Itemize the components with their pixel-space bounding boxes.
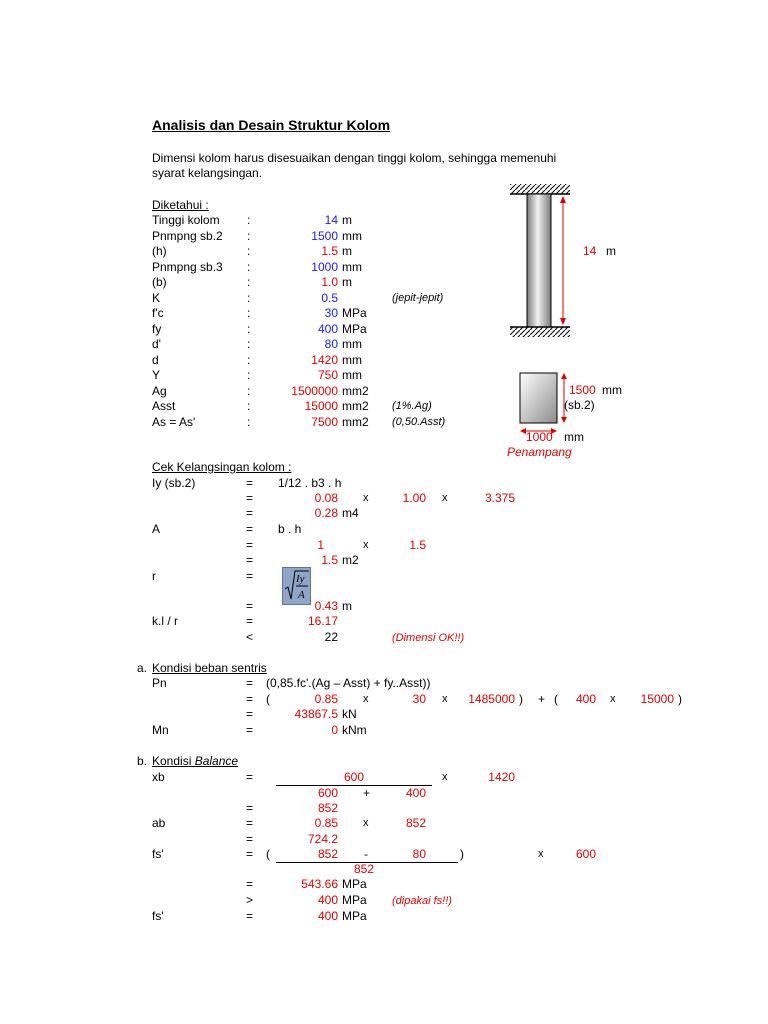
paren-close: ) xyxy=(678,692,682,706)
eq: = xyxy=(246,723,254,737)
times: x xyxy=(363,492,369,504)
minus: - xyxy=(364,847,368,861)
eq: = xyxy=(246,832,254,846)
eq: = xyxy=(246,801,254,815)
fs-v1: 852 xyxy=(317,847,338,861)
klr-note: (Dimensi OK!!) xyxy=(392,632,465,644)
given-unit: mm xyxy=(342,229,362,243)
eq: = xyxy=(246,506,254,520)
given-unit: m xyxy=(342,275,352,289)
given-sep: : xyxy=(247,260,251,274)
fs-den: 852 xyxy=(353,862,374,876)
times: x xyxy=(442,693,448,705)
given-note: (1%.Ag) xyxy=(392,400,432,412)
fs-unit: MPa xyxy=(342,877,367,891)
given-sep: : xyxy=(247,322,251,336)
eq: = xyxy=(246,770,254,784)
given-unit: mm xyxy=(342,260,362,274)
given-value: 0.5 xyxy=(321,291,338,305)
eq: = xyxy=(246,909,254,923)
eq: = xyxy=(246,553,254,567)
fs2-value: 400 xyxy=(317,909,338,923)
ab-v2: 852 xyxy=(405,816,426,830)
times: x xyxy=(363,539,369,551)
top-support xyxy=(510,184,570,194)
eq: = xyxy=(246,877,254,891)
sec-a-header: Kondisi beban sentris xyxy=(152,661,267,675)
given-label: Y xyxy=(152,368,161,382)
given-value: 80 xyxy=(324,337,338,351)
given-label: (h) xyxy=(152,244,167,258)
fs-label: fs' xyxy=(152,847,164,861)
given-sep: : xyxy=(247,229,251,243)
given-sep: : xyxy=(247,415,251,429)
fs2-label: fs' xyxy=(152,909,164,923)
eq: = xyxy=(246,847,254,861)
iy-unit: m4 xyxy=(342,506,359,520)
given-sep: : xyxy=(247,384,251,398)
eq: = xyxy=(246,816,254,830)
column-diagram xyxy=(500,180,660,460)
given-label: As = As' xyxy=(152,415,196,429)
given-value: 14 xyxy=(324,213,338,227)
fs2-unit: MPa xyxy=(342,909,367,923)
pn-v3: 1485000 xyxy=(468,692,515,706)
iy-v3: 3.375 xyxy=(484,491,515,505)
a-formula: b . h xyxy=(278,522,302,536)
pn-v5: 15000 xyxy=(640,692,674,706)
given-unit: mm xyxy=(342,368,362,382)
pn-v1: 0.85 xyxy=(314,692,338,706)
r-label: r xyxy=(152,569,156,583)
paren-open: ( xyxy=(554,692,558,706)
eq: = xyxy=(246,676,254,690)
pn-result: 43867.5 xyxy=(294,707,338,721)
slenderness-header: Cek Kelangsingan kolom : xyxy=(152,460,292,474)
given-unit: mm xyxy=(342,353,362,367)
eq: = xyxy=(246,538,254,552)
given-value: 1500000 xyxy=(291,384,338,398)
given-value: 750 xyxy=(317,368,338,382)
given-label: fy xyxy=(152,322,162,336)
given-value: 30 xyxy=(324,306,338,320)
xb-num: 600 xyxy=(343,770,364,784)
pn-v2: 30 xyxy=(412,692,426,706)
ab-result: 724.2 xyxy=(307,832,338,846)
xb-den2: 400 xyxy=(405,786,426,800)
a-label: A xyxy=(152,522,161,536)
a-v2: 1.5 xyxy=(409,538,426,552)
a-v1: 1 xyxy=(317,538,324,552)
eq: = xyxy=(246,491,254,505)
mn-value: 0 xyxy=(331,723,338,737)
pn-unit: kN xyxy=(342,707,357,721)
paren-close: ) xyxy=(519,692,523,706)
sqrt-num: Iy xyxy=(296,573,305,585)
given-value: 400 xyxy=(317,322,338,336)
fs-mult: 600 xyxy=(575,847,596,861)
given-value: 7500 xyxy=(311,415,338,429)
mn-label: Mn xyxy=(152,723,169,737)
section-b-value: 1000 xyxy=(526,430,553,444)
xb-mult: 1420 xyxy=(488,770,515,784)
sec-a-marker: a. xyxy=(137,661,148,675)
iy-v2: 1.00 xyxy=(402,491,426,505)
mn-unit: kNm xyxy=(342,723,367,737)
given-note: (0,50.Asst) xyxy=(392,416,446,428)
height-value: 14 xyxy=(583,244,597,258)
given-label: Pnmpng sb.3 xyxy=(152,260,223,274)
section-h-unit: mm xyxy=(602,383,622,397)
given-value: 15000 xyxy=(304,399,338,413)
sec-b-header-em: Balance xyxy=(194,754,239,768)
given-unit: MPa xyxy=(342,322,367,336)
given-value: 1.0 xyxy=(321,275,338,289)
times: x xyxy=(538,848,544,860)
bottom-support xyxy=(510,327,570,337)
times: x xyxy=(442,492,448,504)
given-label: f'c xyxy=(152,306,164,320)
given-sep: : xyxy=(247,213,251,227)
eq: = xyxy=(246,707,254,721)
given-label: Pnmpng sb.2 xyxy=(152,229,223,243)
gt: > xyxy=(246,893,254,907)
intro-line-2: syarat kelangsingan. xyxy=(152,166,263,180)
fs-v2: 80 xyxy=(412,847,426,861)
sec-b-marker: b. xyxy=(137,754,148,768)
given-unit: m xyxy=(342,213,352,227)
xb-den1: 600 xyxy=(317,786,338,800)
iy-v1: 0.08 xyxy=(314,491,338,505)
section-b-unit: mm xyxy=(564,430,584,444)
given-unit: mm2 xyxy=(342,415,369,429)
given-label: K xyxy=(152,291,161,305)
eq: = xyxy=(246,476,254,490)
eq: = xyxy=(246,599,254,613)
xb-label: xb xyxy=(152,770,165,784)
lt: < xyxy=(246,630,254,644)
height-arrow xyxy=(560,196,566,325)
paren-open: ( xyxy=(266,847,270,861)
section-h-note: (sb.2) xyxy=(564,398,595,412)
column-body xyxy=(527,194,551,327)
a-unit: m2 xyxy=(342,553,359,567)
a-result: 1.5 xyxy=(321,553,338,567)
given-sep: : xyxy=(247,353,251,367)
given-label: d' xyxy=(152,337,161,351)
sqrt-den: A xyxy=(298,589,305,601)
given-header: Diketahui : xyxy=(152,198,209,212)
eq: = xyxy=(246,614,254,628)
given-label: Asst xyxy=(152,399,176,413)
given-value: 1420 xyxy=(311,353,338,367)
page-title: Analisis dan Desain Struktur Kolom xyxy=(152,117,391,133)
fs-cmp-unit: MPa xyxy=(342,893,367,907)
iy-label: Iy (sb.2) xyxy=(152,476,196,490)
times: x xyxy=(363,693,369,705)
given-unit: mm2 xyxy=(342,384,369,398)
klr-label: k.l / r xyxy=(152,614,178,628)
times: x xyxy=(442,771,448,783)
ab-v1: 0.85 xyxy=(314,816,338,830)
given-label: Ag xyxy=(152,384,167,398)
klr-limit: 22 xyxy=(324,630,338,644)
given-sep: : xyxy=(247,275,251,289)
intro-line-1: Dimensi kolom harus disesuaikan dengan tinggi kolom, sehingga memenuhi xyxy=(152,151,557,165)
r-result: 0.43 xyxy=(314,599,338,613)
paren-close: ) xyxy=(460,847,464,861)
given-sep: : xyxy=(247,306,251,320)
given-unit: m xyxy=(342,244,352,258)
given-sep: : xyxy=(247,291,251,305)
given-label: d xyxy=(152,353,159,367)
given-sep: : xyxy=(247,337,251,351)
iy-result: 0.28 xyxy=(314,506,338,520)
given-note: (jepit-jepit) xyxy=(392,292,444,304)
sec-b-header-pre: Kondisi xyxy=(152,754,195,768)
eq: = xyxy=(246,522,254,536)
given-value: 1000 xyxy=(311,260,338,274)
plus: + xyxy=(363,786,371,800)
xb-result: 852 xyxy=(317,801,338,815)
plus: + xyxy=(538,692,546,706)
given-sep: : xyxy=(247,368,251,382)
given-value: 1.5 xyxy=(321,244,338,258)
section-caption: Penampang xyxy=(507,445,572,459)
iy-formula: 1/12 . b3 . h xyxy=(278,476,342,490)
given-label: (b) xyxy=(152,275,167,289)
times: x xyxy=(363,817,369,829)
given-unit: mm xyxy=(342,337,362,351)
given-sep: : xyxy=(247,399,251,413)
section-rect xyxy=(520,373,557,423)
sec-b-header xyxy=(152,754,238,768)
pn-formula: (0,85.fc'.(Ag – Asst) + fy..Asst)) xyxy=(266,676,431,690)
paren-open: ( xyxy=(266,692,270,706)
r-unit: m xyxy=(342,599,352,613)
height-unit: m xyxy=(606,244,616,258)
fs-note: (dipakai fs!!) xyxy=(392,895,452,907)
given-unit: mm2 xyxy=(342,399,369,413)
given-unit: MPa xyxy=(342,306,367,320)
pn-label: Pn xyxy=(152,676,167,690)
times: x xyxy=(610,693,616,705)
fs-result: 543.66 xyxy=(301,877,338,891)
section-h-value: 1500 xyxy=(569,383,596,397)
eq: = xyxy=(246,692,254,706)
ab-label: ab xyxy=(152,816,166,830)
given-value: 1500 xyxy=(311,229,338,243)
klr-value: 16.17 xyxy=(307,614,338,628)
fs-cmp: 400 xyxy=(317,893,338,907)
given-sep: : xyxy=(247,244,251,258)
eq: = xyxy=(246,569,254,583)
pn-v4: 400 xyxy=(575,692,596,706)
given-label: Tinggi kolom xyxy=(152,213,220,227)
